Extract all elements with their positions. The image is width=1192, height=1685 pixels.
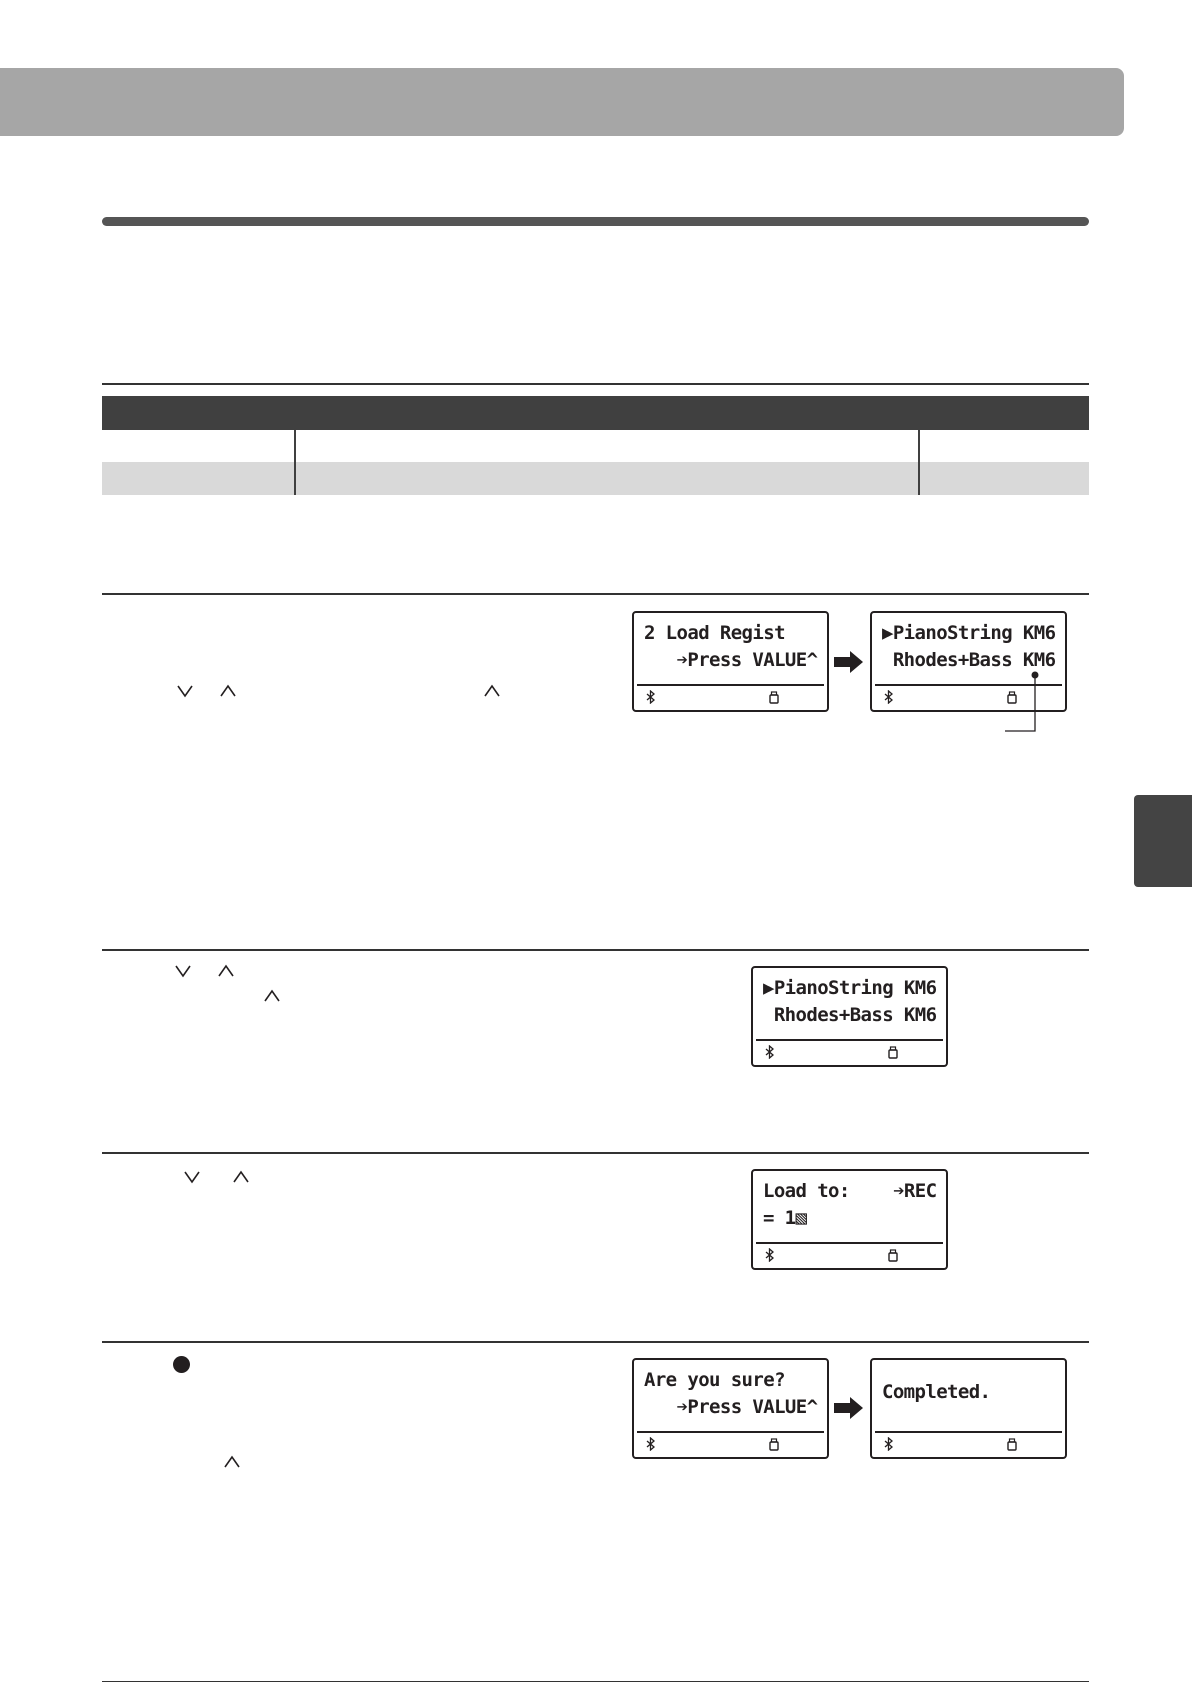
value-down-icon: [183, 1170, 201, 1184]
lcd-line-1: Load to: ➔REC: [763, 1180, 937, 1202]
chapter-side-tab: [1134, 795, 1192, 887]
bluetooth-icon: [765, 1248, 775, 1262]
lcd-line-1: ▶PianoString KM6: [882, 622, 1056, 644]
table-header-row: [102, 396, 1089, 430]
value-up-icon: [232, 1170, 250, 1184]
lcd-line-1: 2 Load Regist: [644, 622, 785, 644]
bluetooth-icon: [646, 690, 656, 704]
value-up-icon: [217, 964, 235, 978]
usb-device-icon: [768, 691, 780, 704]
right-arrow-icon: [834, 1397, 864, 1419]
step-3-rule: [102, 1152, 1089, 1154]
value-up-icon: [263, 989, 281, 1003]
value-up-icon: [219, 684, 237, 698]
bluetooth-icon: [884, 690, 894, 704]
right-arrow-icon: [834, 651, 864, 673]
table-top-rule: [102, 383, 1089, 385]
step-2-rule: [102, 949, 1089, 951]
rec-button-icon: [173, 1356, 190, 1373]
value-up-icon: [223, 1455, 241, 1469]
bluetooth-icon: [646, 1437, 656, 1451]
usb-device-icon: [887, 1046, 899, 1059]
lcd-display-completed: [870, 1358, 1067, 1459]
usb-device-icon: [887, 1249, 899, 1262]
bluetooth-icon: [765, 1045, 775, 1059]
table-row: [102, 430, 1089, 462]
lcd-line-1: Are you sure?: [644, 1369, 785, 1391]
value-up-icon: [483, 684, 501, 698]
lcd-line-2: = 1▧: [763, 1207, 807, 1229]
lcd-line-1: ▶PianoString KM6: [763, 977, 937, 999]
lcd-display-load-regist: [632, 611, 829, 712]
lcd-display-file-list: [751, 966, 948, 1067]
page-bottom-rule: [102, 1681, 1089, 1682]
value-down-icon: [176, 684, 194, 698]
step-4-rule: [102, 1341, 1089, 1343]
lcd-line-2: ➔Press VALUE^: [644, 649, 818, 671]
step-1-rule: [102, 593, 1089, 595]
lcd-display-load-to: [751, 1169, 948, 1270]
bluetooth-icon: [884, 1437, 894, 1451]
lcd-display-confirm: [632, 1358, 829, 1459]
lcd-line-1: Completed.: [882, 1381, 991, 1403]
lcd-line-2: ➔Press VALUE^: [644, 1396, 818, 1418]
lcd-line-2: Rhodes+Bass KM6: [763, 1004, 937, 1026]
usb-device-icon: [768, 1438, 780, 1451]
table-column-divider: [294, 396, 296, 495]
table-column-divider: [918, 396, 920, 495]
lcd-line-2: Rhodes+Bass KM6: [882, 649, 1056, 671]
section-title-rule: [102, 217, 1089, 226]
chapter-header-bar: [0, 68, 1124, 136]
table-row: [102, 462, 1089, 495]
usb-device-icon: [1006, 1438, 1018, 1451]
file-extension-callout: [1000, 671, 1040, 735]
value-down-icon: [174, 964, 192, 978]
